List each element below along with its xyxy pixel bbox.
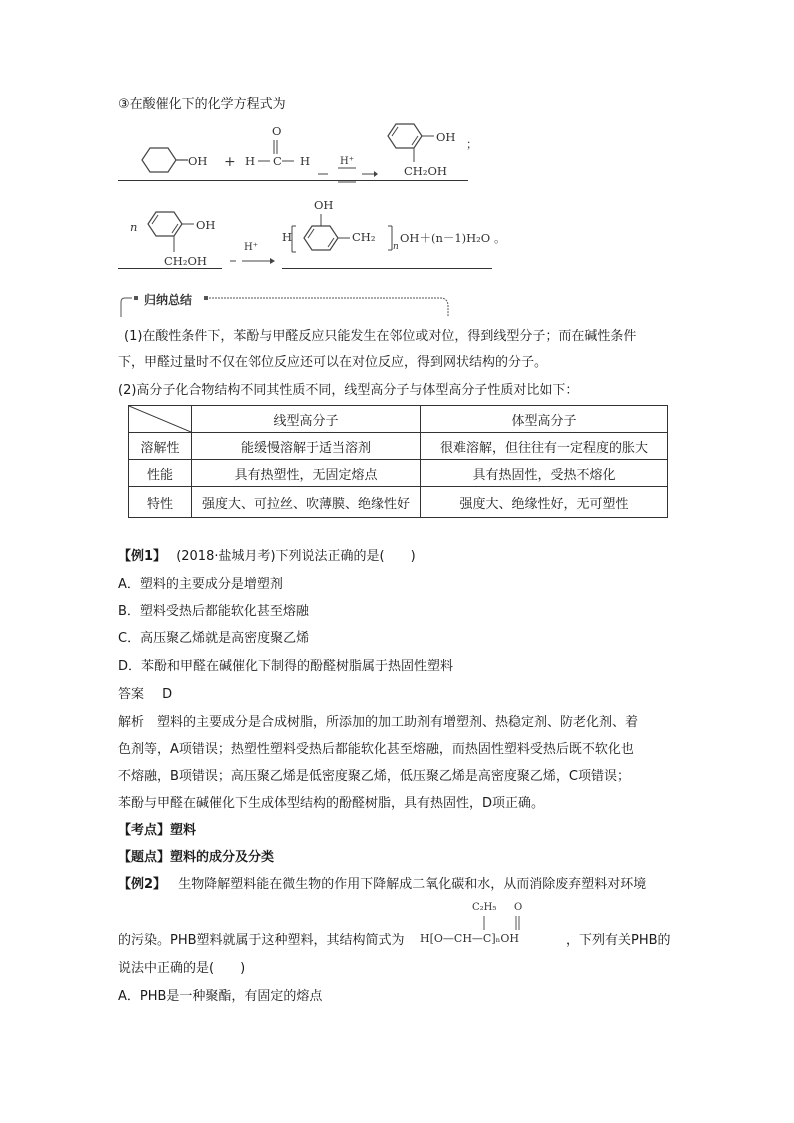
reaction-arrow-icon — [316, 164, 378, 186]
table-row-label: 溶解性 — [129, 433, 192, 460]
example-1-option-c: C．高压聚乙烯就是高密度聚乙烯 — [118, 631, 310, 646]
product-oh-2: OH — [314, 198, 334, 212]
polymer-ring-icon — [290, 212, 350, 268]
catalyst-h-plus-2: H⁺ — [244, 242, 258, 253]
formula-carbonyl-o: O — [514, 902, 523, 913]
table-cell-linear: 具有热塑性，无固定熔点 — [192, 460, 421, 487]
table-header-linear: 线型高分子 — [192, 406, 421, 433]
product-ch2oh: CH₂OH — [404, 164, 447, 178]
analysis-line-4: 苯酚与甲醛在碱催化下生成体型结构的酚醛树脂，具有热固性，D项正确。 — [118, 796, 545, 811]
equation-1-underline — [118, 180, 468, 181]
table-diagonal-cell — [129, 406, 192, 433]
answer-label: 答案 — [118, 687, 145, 702]
table-header-row — [129, 406, 668, 433]
table-row — [129, 433, 668, 460]
para1-line1: (1)在酸性条件下，苯酚与甲醛反应只能发生在邻位或对位，得到线型分子；而在碱性条件 — [124, 329, 637, 344]
para1-line2: 下，甲醛过量时不仅在邻位反应还可以在对位反应，得到网状结构的分子。 — [118, 355, 548, 370]
table-cell-network: 具有热固性，受热不熔化 — [421, 460, 668, 487]
eq1-end-mark: ； — [466, 137, 478, 151]
analysis-line-3: 不熔融，B项错误；高压聚乙烯是低密度聚乙烯，低压聚乙烯是高密度聚乙烯，C项错误； — [118, 769, 630, 784]
equation-2-underline-left — [118, 268, 222, 269]
example-2-line3: 说法中正确的是( ) — [118, 961, 246, 976]
example-1-option-a: A．塑料的主要成分是增塑剂 — [118, 577, 283, 592]
analysis-line-2: 色剂等，A项错误；热塑性塑料受热后都能软化甚至熔融，而热固性塑料受热后既不软化也 — [118, 742, 634, 757]
catalyst-h-plus: H⁺ — [340, 156, 354, 167]
example-2-line2-pre: 的污染。PHB塑料就属于这种塑料，其结构简式为 — [118, 933, 405, 948]
example-1-tag: 【例1】 — [118, 549, 167, 564]
formaldehyde-h-right: H — [300, 154, 311, 168]
equation-intro: ③在酸催化下的化学方程式为 — [118, 97, 286, 112]
example-1-heading — [118, 548, 416, 566]
benzene-ring-icon — [128, 144, 188, 176]
benzyl-alcohol-ring-icon — [378, 120, 448, 170]
eq2-end-mark: 。 — [494, 231, 506, 245]
formaldehyde-h-left: H — [245, 154, 256, 168]
analysis-line-1: 解析 塑料的主要成分是合成树脂，所添加的加工助剂有增塑剂、热稳定剂、防老化剂、着 — [118, 715, 639, 730]
example-2-line1: 生物降解塑料能在微生物的作用下降解成二氧化碳和水，从而消除废弃塑料对环境 — [178, 877, 647, 892]
example-1-question: (2018·盐城月考)下列说法正确的是( ) — [176, 549, 416, 564]
example-2-heading — [118, 876, 646, 894]
para2: (2)高分子化合物结构不同其性质不同，线型高分子与体型高分子性质对比如下： — [118, 383, 579, 398]
formaldehyde-o: O — [272, 124, 282, 138]
phb-structural-formula — [416, 902, 576, 954]
equation-2-underline-right — [282, 268, 492, 269]
formaldehyde-c: C — [273, 154, 282, 168]
table-row-label: 特性 — [129, 487, 192, 518]
table-cell-network: 强度大、绝缘性好，无可塑性 — [421, 487, 668, 518]
table-row — [129, 460, 668, 487]
formula-ethyl-group: C₂H₅ — [472, 902, 497, 913]
product-h: H — [282, 230, 293, 244]
comparison-table — [128, 405, 668, 518]
kaodian-label: 【考点】塑料 — [118, 823, 197, 838]
example-1-option-b: B．塑料受热后都能软化甚至熔融 — [118, 604, 309, 619]
tidian-label: 【题点】塑料的成分及分类 — [118, 850, 275, 865]
example-1-answer — [118, 686, 172, 704]
table-row — [129, 487, 668, 518]
reaction-arrow-2-icon — [230, 256, 276, 266]
example-2-option-a: A．PHB是一种聚酯，有固定的熔点 — [118, 989, 323, 1004]
product-oh: OH — [436, 130, 456, 144]
summary-header — [120, 293, 450, 318]
product-ch2: CH₂ — [352, 230, 376, 244]
formula-bonds-icon — [476, 914, 536, 930]
table-header-network: 体型高分子 — [421, 406, 668, 433]
equation-2 — [118, 196, 506, 276]
example-2-line2-post: ，下列有关PHB的 — [566, 933, 671, 948]
reactant-ch2oh: CH₂OH — [164, 254, 207, 268]
product-tail: OH＋(n－1)H₂O — [400, 231, 491, 245]
reactant-oh: OH — [196, 218, 216, 232]
table-cell-network: 很难溶解，但往往有一定程度的胀大 — [421, 433, 668, 460]
answer-value: D — [162, 687, 173, 702]
table-cell-linear: 能缓慢溶解于适当溶剂 — [192, 433, 421, 460]
plus-sign: + — [224, 154, 236, 170]
example-2-tag: 【例2】 — [118, 877, 167, 892]
table-row-label: 性能 — [129, 460, 192, 487]
formula-main-chain: H[O—CH—C]ₙOH — [420, 932, 519, 945]
polymer-subscript-n: n — [393, 242, 399, 252]
phenol-oh: OH — [188, 154, 208, 168]
example-1-option-d: D．苯酚和甲醛在碱催化下制得的酚醛树脂属于热固性塑料 — [118, 659, 454, 674]
summary-label: 归纳总结 — [144, 293, 193, 307]
diagonal-line-icon — [129, 406, 191, 432]
reactant-ring-icon — [138, 208, 208, 258]
coefficient-n: n — [130, 220, 138, 234]
table-cell-linear: 强度大、可拉丝、吹薄膜、绝缘性好 — [192, 487, 421, 518]
